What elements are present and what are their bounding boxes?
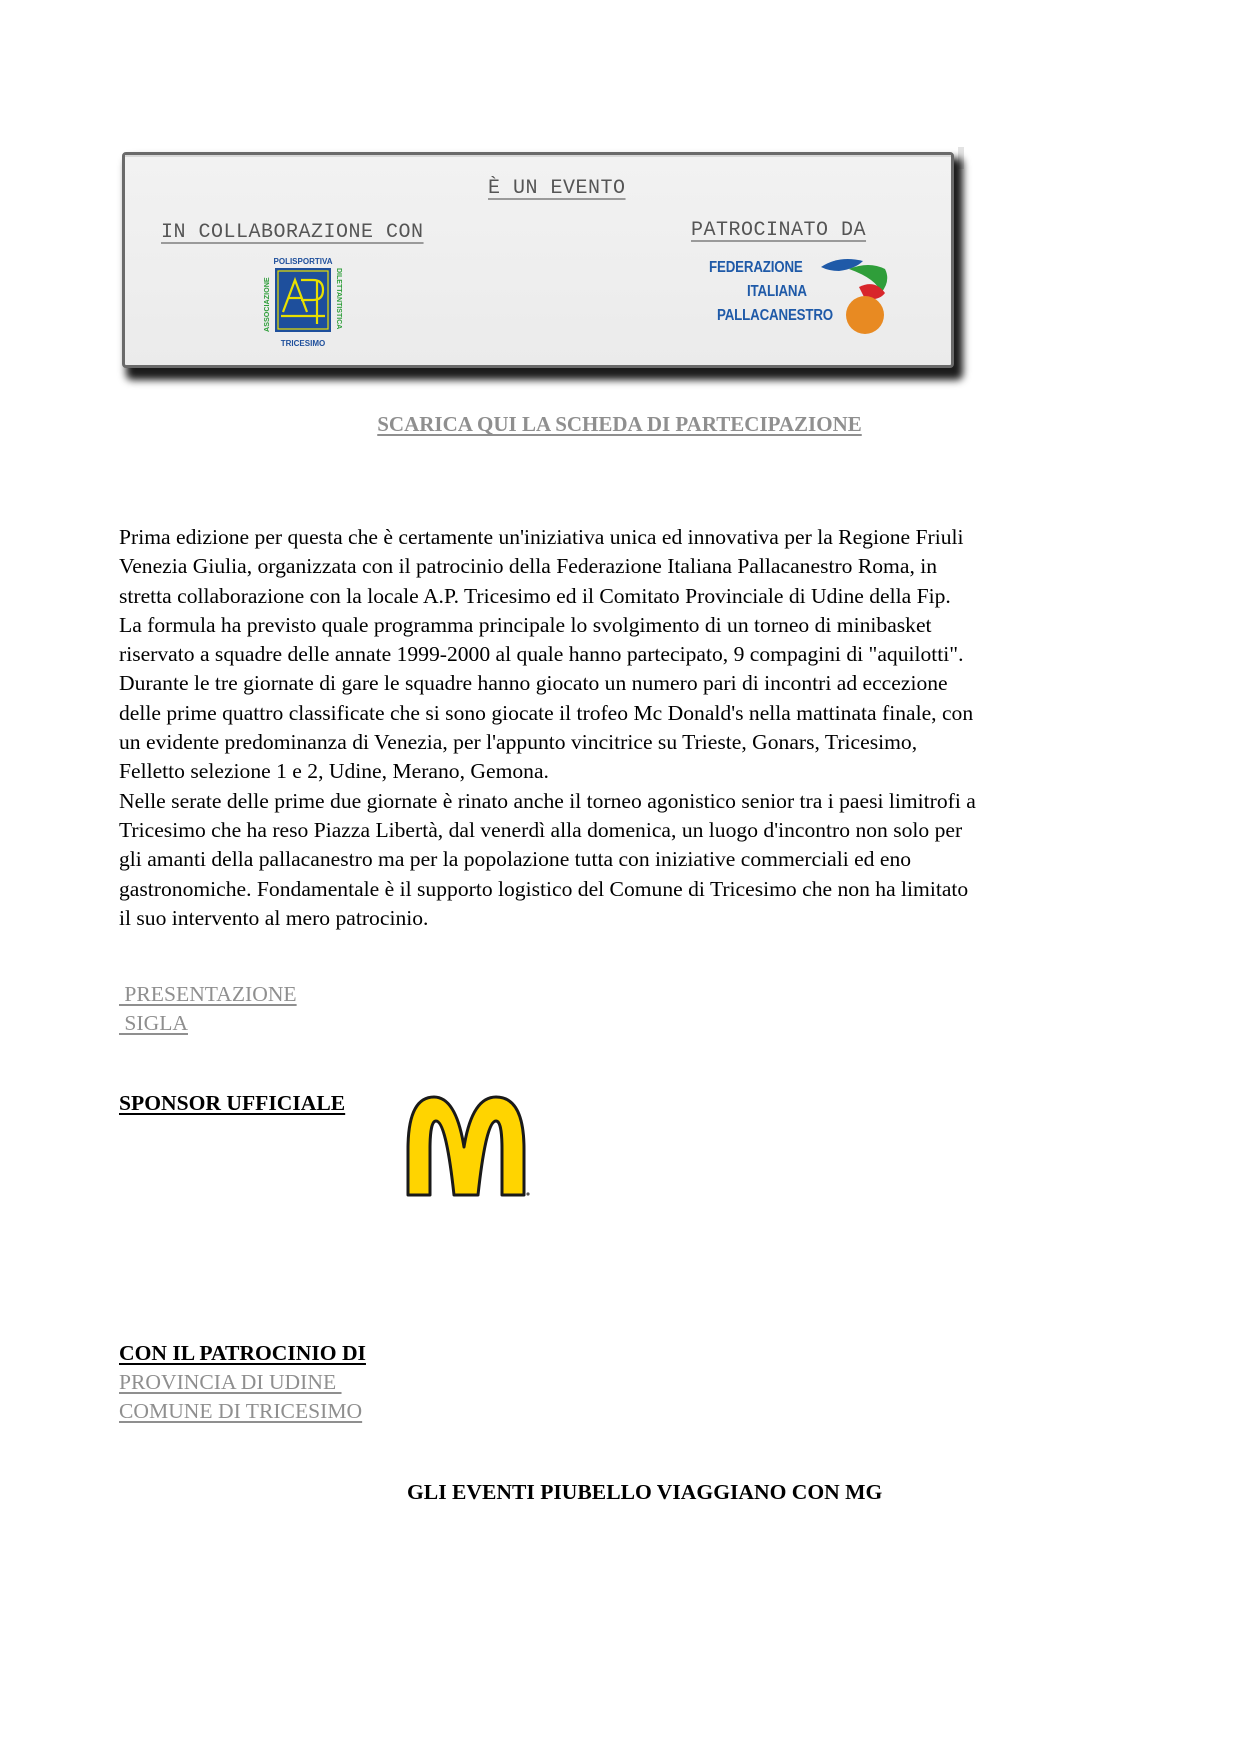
presentazione-link[interactable]: PRESENTAZIONE xyxy=(119,982,297,1006)
description-line: il suo intervento al mero patrocinio. xyxy=(119,905,429,930)
description-line: Nelle serate delle prime due giornate è rinato anche il torneo agonistico senior tra i paesi limitrofi a xyxy=(119,788,976,813)
description-line: riservato a squadre delle annate 1999-2000 al quale hanno partecipato, 9 compagini di "aquilotti". xyxy=(119,642,964,667)
footer-text: GLI EVENTI PIUBELLO VIAGGIANO CON MG xyxy=(407,1480,883,1504)
description-line: Felletto selezione 1 e 2, Udine, Merano, Gemona. xyxy=(119,759,549,784)
fip-logo-line3: PALLACANESTRO xyxy=(717,307,834,324)
apd-left-text: ASSOCIAZIONE xyxy=(262,277,271,332)
mcdonalds-logo xyxy=(404,1091,532,1203)
event-banner xyxy=(122,152,954,368)
sponsor-title: SPONSOR UFFICIALE xyxy=(119,1091,346,1115)
description-line: Tricesimo che ha reso Piazza Libertà, dal venerdì alla domenica, un luogo d'incontro non solo per xyxy=(119,817,963,842)
apd-top-text: POLISPORTIVA xyxy=(273,257,333,266)
banner-highlight xyxy=(125,155,951,157)
description-line: gastronomiche. Fondamentale è il supporto logistico del Comune di Tricesimo che non ha limitato xyxy=(119,876,969,901)
provincia-udine-link[interactable]: PROVINCIA DI UDINE xyxy=(119,1370,342,1394)
patronage-title: CON IL PATROCINIO DI xyxy=(119,1341,366,1365)
fip-logo-line1: FEDERAZIONE xyxy=(709,259,803,276)
registered-mark xyxy=(526,1192,529,1195)
media-links xyxy=(119,980,297,1038)
patronage-block xyxy=(119,1339,366,1426)
fip-logo-line2: ITALIANA xyxy=(747,283,807,300)
download-form-link[interactable]: SCARICA QUI LA SCHEDA DI PARTECIPAZIONE xyxy=(377,412,862,436)
description-line: Prima edizione per questa che è certamente un'iniziativa unica ed innovativa per la Regione Friuli xyxy=(119,525,964,549)
description-line: Venezia Giulia, organizzata con il patrocinio della Federazione Italiana Pallacanestro Roma, in xyxy=(119,554,938,579)
event-label: È UN EVENTO xyxy=(488,177,626,200)
fip-ball-icon xyxy=(819,257,897,337)
event-description xyxy=(119,523,1129,933)
mcdonalds-arches xyxy=(408,1097,524,1195)
collaboration-label: IN COLLABORAZIONE CON xyxy=(161,221,424,244)
description-line: Durante le tre giornate di gare le squadre hanno giocato un numero pari di incontri ad eccezione xyxy=(119,671,948,696)
description-line: un evidente predominanza di Venezia, per l'appunto vincitrice su Trieste, Gonars, Tricesimo, xyxy=(119,730,918,755)
patronage-label: PATROCINATO DA xyxy=(691,219,867,242)
apd-bottom-text: TRICESIMO xyxy=(280,339,326,348)
sigla-link[interactable]: SIGLA xyxy=(119,1011,188,1035)
fip-logo xyxy=(709,259,889,333)
apd-right-text: DILETTANTISTICA xyxy=(335,268,342,330)
comune-tricesimo-link[interactable]: COMUNE DI TRICESIMO xyxy=(119,1399,363,1423)
description-line: gli amanti della pallacanestro ma per la popolazione tutta con iniziative commerciali ed eno xyxy=(119,847,912,872)
description-line: stretta collaborazione con la locale A.P. Tricesimo ed il Comitato Provinciale di Udine della Fip. xyxy=(119,583,951,608)
description-line: La formula ha previsto quale programma principale lo svolgimento di un torneo di minibasket xyxy=(119,612,932,637)
apd-tricesimo-logo xyxy=(251,250,355,354)
description-line: delle prime quattro classificate che si sono giocate il trofeo Mc Donald's nella mattinata finale, con xyxy=(119,700,974,725)
